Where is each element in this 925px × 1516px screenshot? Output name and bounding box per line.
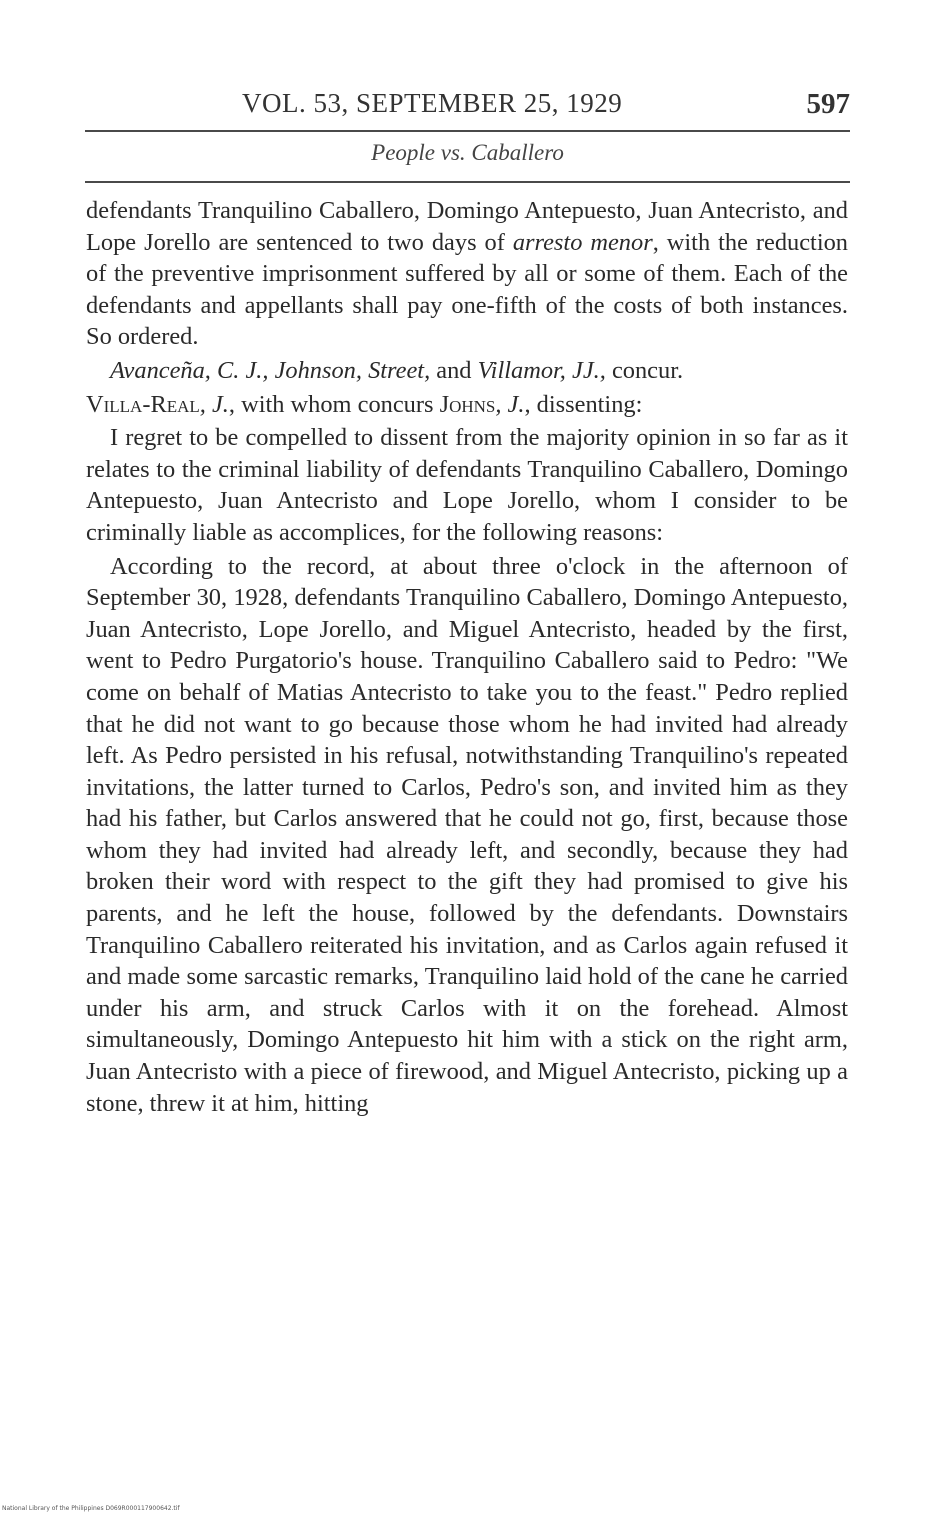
scan-footer: National Library of the Philippines D069R000117900642.tif [2, 1505, 180, 1512]
concurring-justice-villamor: Villamor, JJ., [477, 356, 606, 384]
concurrence-line: Avanceña, C. J., Johnson, Street, and Villamor, JJ., concur. [110, 356, 684, 384]
legal-term: arresto menor [512, 228, 653, 256]
dissent-heading: Villa-Real, J., with whom concurs Johns, J., dissenting: [86, 390, 643, 418]
dissenting-judge: Villa-Real [86, 390, 200, 418]
running-head: VOL. 53, SEPTEMBER 25, 1929 [242, 88, 623, 118]
opening-paragraph: defendants Tranquilino Caballero, Domingo Antepuesto, Juan Antecristo, and Lope Jorello are sentenced to two days of arresto menor, with the reduction of the preventive imprisonment suffered by all or some of them. Each of the defendants and appellants shall pay one-fifth of the costs of both instances. So ordered. [86, 197, 848, 351]
page-body [86, 195, 848, 1119]
header-rule-top [85, 130, 850, 132]
dissent-paragraph-2: According to the record, at about three o'clock in the afternoon of September 30, 1928, defendants Tranquilino Caballero, Domingo Antepuesto, Juan Antecristo, Lope Jorello, and Miguel Antecristo, headed by the first, went to Pedro Purgatorio's house. Tranquilino Caballero said to Pedro: "We come on behalf of Matias Antecristo to take you to the feast." Pedro replied that he did not want to go because those whom he had invited had already left. As Pedro persisted in his refusal, notwithstanding Tranquilino's repeated invitations, the latter turned to Carlos, Pedro's son, and invited him as they had his father, but Carlos answered that he could not go, first, because those whom they had invited had already left, and secondly, because they had broken their word with respect to the gift they had promised to give his parents, and he left the house, followed by the defendants. Downstairs Tranquilino Caballero reiterated his invitation, and as Carlos again refused it and made some sarcastic remarks, Tranquilino laid hold of the cane he carried under his arm, and struck Carlos with it on the forehead. Almost simultaneously, Domingo Antepuesto hit him with a stick on the right arm, Juan Antecristo with a piece of firewood, and Miguel Antecristo, picking up a stone, threw it at him, hitting [86, 552, 848, 1117]
header-rule-bottom [85, 181, 850, 183]
concurring-judge: Johns [439, 390, 496, 418]
concurring-justices: Avanceña, C. J., Johnson, Street, [110, 356, 431, 384]
page-header [85, 88, 850, 122]
dissent-paragraph-1: I regret to be compelled to dissent from the majority opinion in so far as it relates to the criminal liability of defendants Tranquilino Caballero, Domingo Antepuesto, Juan Antecristo and Lope Jorello, whom I consider to be criminally liable as accomplices, for the following reasons: [86, 424, 848, 546]
case-title: People vs. Caballero [371, 140, 564, 165]
page-number: 597 [806, 88, 850, 120]
